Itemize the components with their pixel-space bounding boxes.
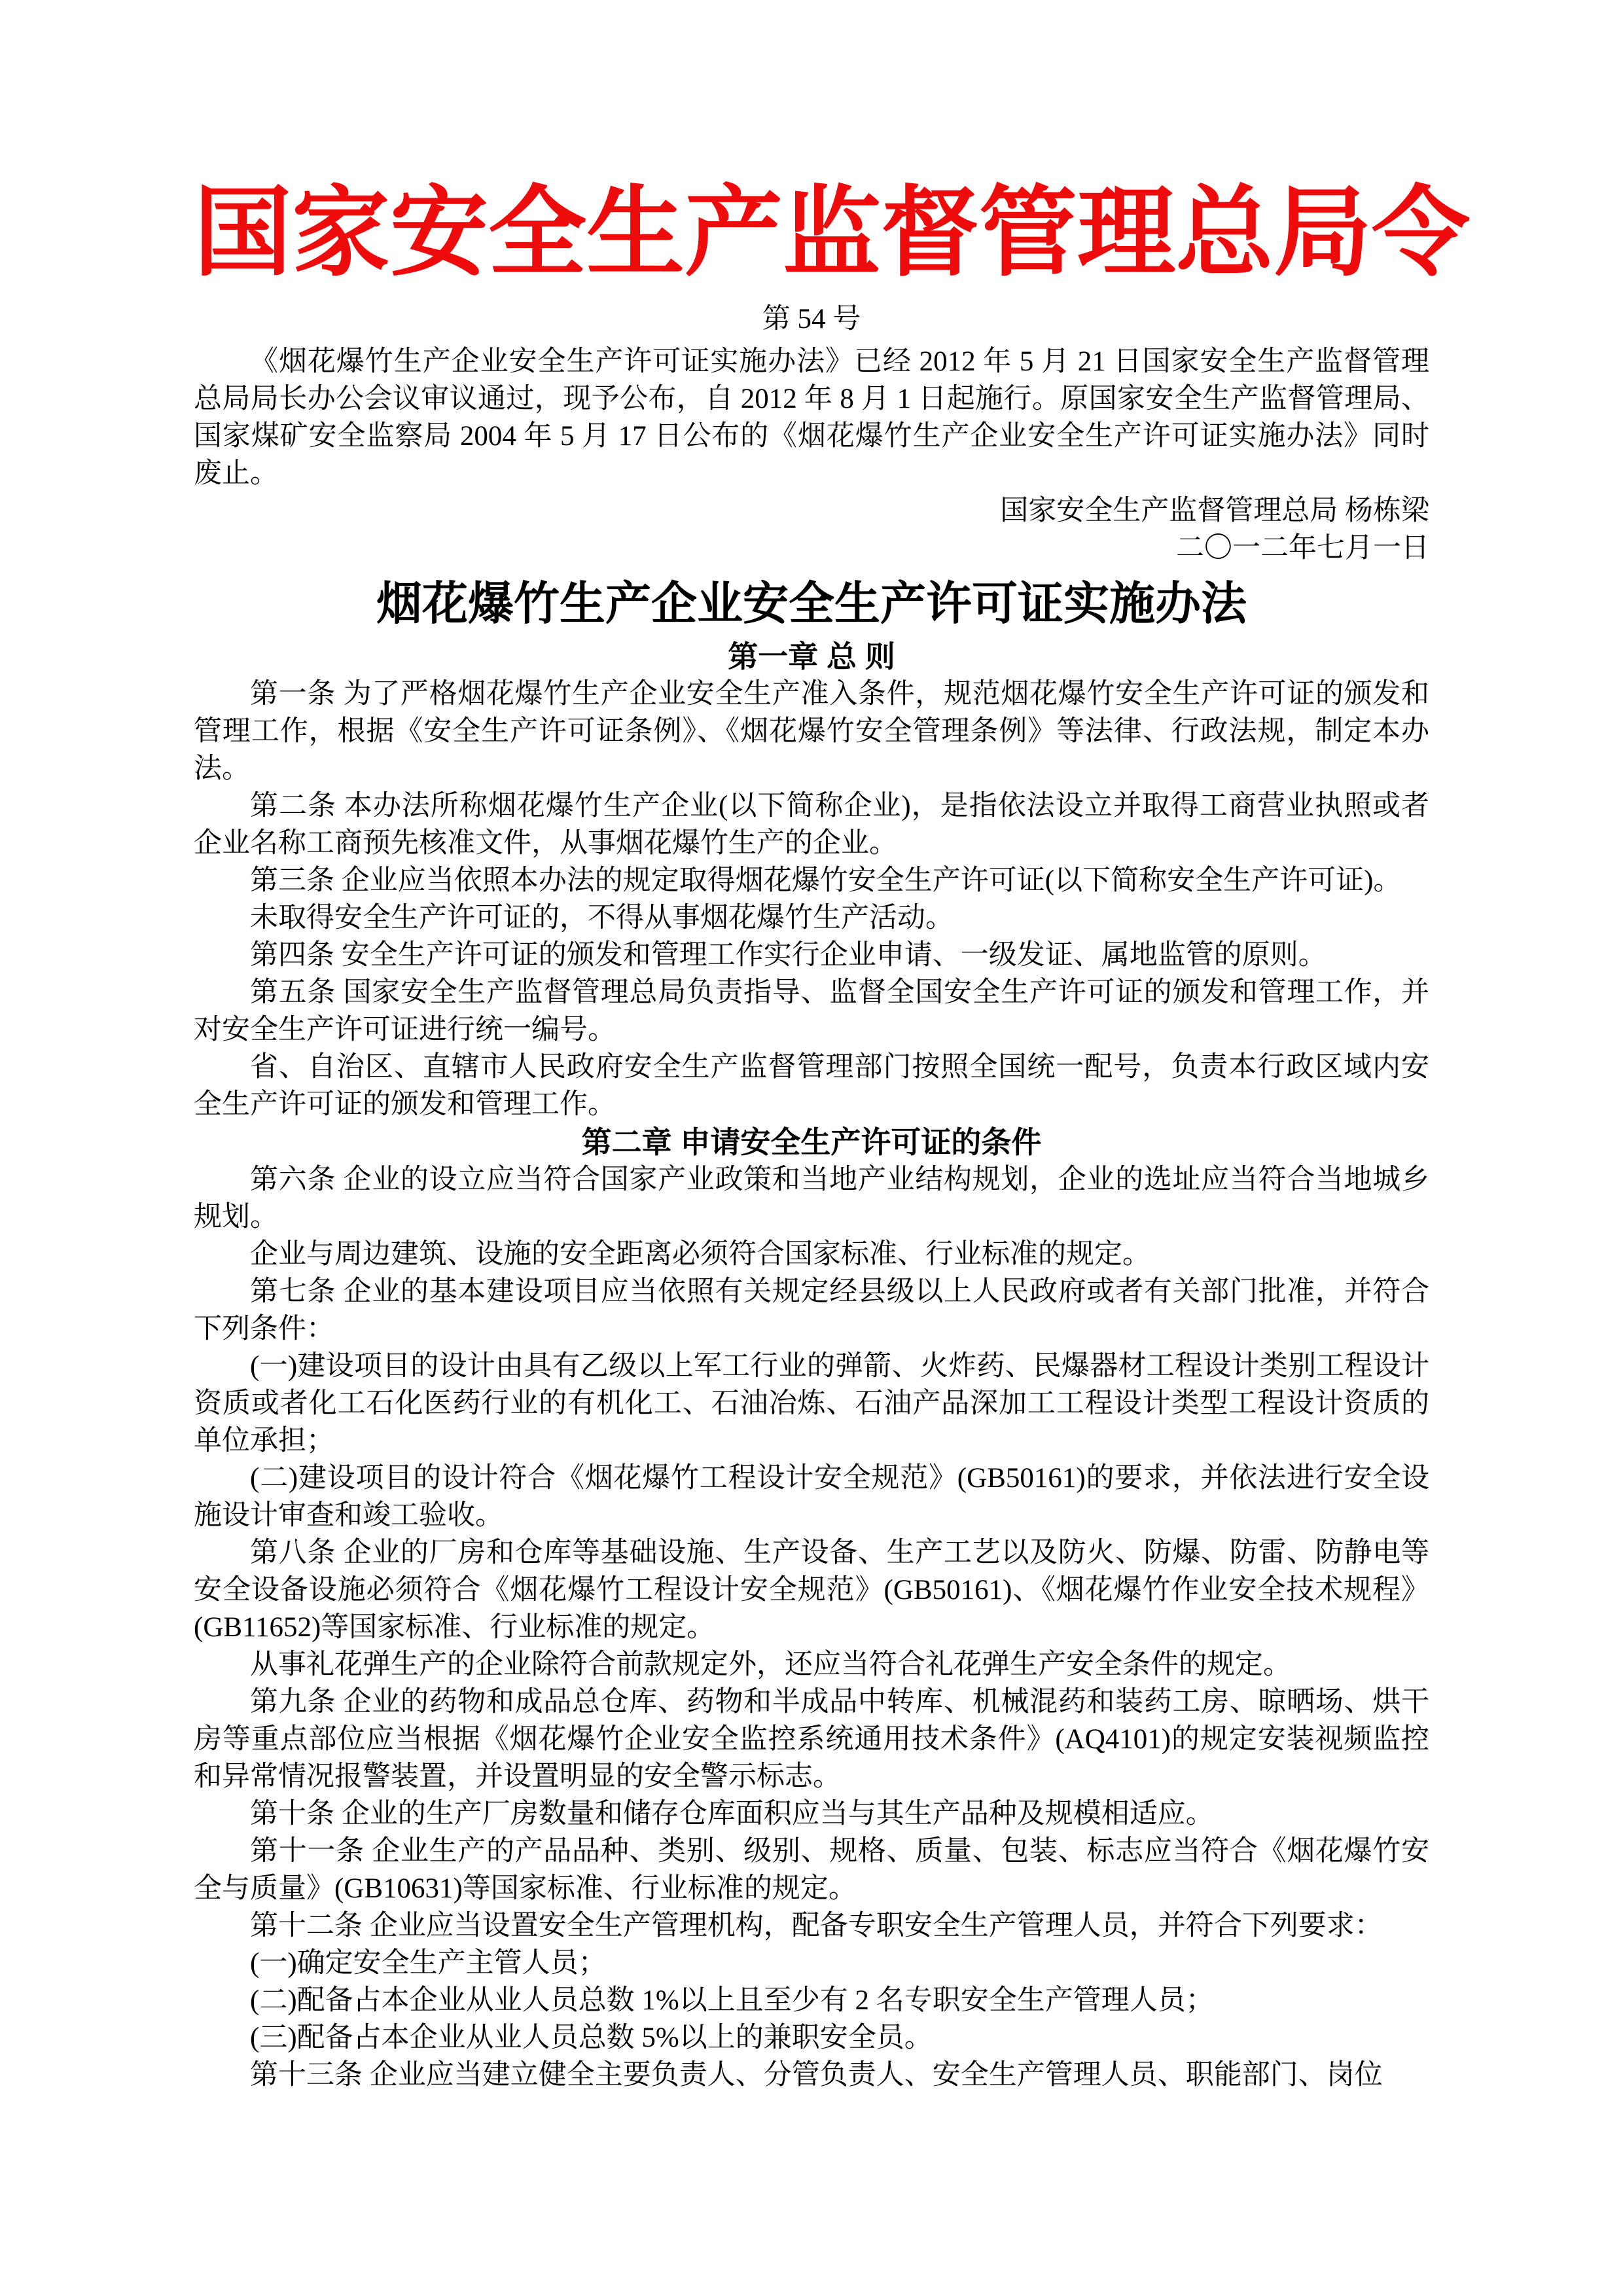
paragraph: 第四条 安全生产许可证的颁发和管理工作实行企业申请、一级发证、属地监管的原则。 <box>250 940 1327 971</box>
paragraph: 第十三条 企业应当建立健全主要负责人、分管负责人、安全生产管理人员、职能部门、岗位 <box>250 2060 1383 2090</box>
paragraph: 第十一条 企业生产的产品品种、类别、级别、规格、质量、包装、标志应当符合《烟花爆竹安全与质量》(GB10631)等国家标准、行业标准的规定。 <box>194 1836 1429 1904</box>
paragraph: 第二条 本办法所称烟花爆竹生产企业(以下简称企业)，是指依法设立并取得工商营业执照或者企业名称工商预先核准文件，从事烟花爆竹生产的企业。 <box>194 791 1429 859</box>
paragraph: 第十条 企业的生产厂房数量和储存仓库面积应当与其生产品种及规模相适应。 <box>250 1799 1214 1829</box>
paragraph: 第七条 企业的基本建设项目应当依照有关规定经县级以上人民政府或者有关部门批准，并符合下列条件： <box>194 1276 1429 1344</box>
paragraph: 第五条 国家安全生产监督管理总局负责指导、监督全国安全生产许可证的颁发和管理工作，并对安全生产许可证进行统一编号。 <box>194 977 1429 1045</box>
paragraph: (三)配备占本企业从业人员总数 5%以上的兼职安全员。 <box>250 2022 933 2053</box>
signature-date: 二〇一二年七月一日 <box>1176 533 1429 564</box>
chapter-heading: 第二章 申请安全生产许可证的条件 <box>581 1125 1042 1159</box>
paragraph: 第十二条 企业应当设置安全生产管理机构，配备专职安全生产管理人员，并符合下列要求： <box>250 1910 1383 1941</box>
issue-number: 第 54 号 <box>762 304 861 334</box>
chapter-heading: 第一章 总 则 <box>728 639 895 673</box>
paragraph: 未取得安全生产许可证的，不得从事烟花爆竹生产活动。 <box>250 903 954 933</box>
document-sections <box>194 637 1429 2094</box>
paragraph: 省、自治区、直辖市人民政府安全生产监督管理部门按照全国统一配号，负责本行政区域内安全生产许可证的颁发和管理工作。 <box>194 1052 1429 1120</box>
document-title: 烟花爆竹生产企业安全生产许可证实施办法 <box>376 578 1247 629</box>
paragraph: 第三条 企业应当依照本办法的规定取得烟花爆竹安全生产许可证(以下简称安全生产许可证)。 <box>250 865 1402 896</box>
paragraph: 第八条 企业的厂房和仓库等基础设施、生产设备、生产工艺以及防火、防爆、防雷、防静电等安全设备设施必须符合《烟花爆竹工程设计安全规范》(GB50161)、《烟花爆竹作业安全技术规程》(GB11652)等国家标准、行业标准的规定。 <box>194 1537 1429 1643</box>
paragraph: (二)建设项目的设计符合《烟花爆竹工程设计安全规范》(GB50161)的要求，并依法进行安全设施设计审查和竣工验收。 <box>194 1463 1429 1531</box>
paragraph: (二)配备占本企业从业人员总数 1%以上且至少有 2 名专职安全生产管理人员； <box>250 1985 1214 2016</box>
paragraph: 从事礼花弹生产的企业除符合前款规定外，还应当符合礼花弹生产安全条件的规定。 <box>250 1649 1291 1680</box>
signature-line: 国家安全生产监督管理总局 杨栋梁 <box>1000 495 1429 526</box>
paragraph: 企业与周边建筑、设施的安全距离必须符合国家标准、行业标准的规定。 <box>250 1239 1150 1270</box>
paragraph: (一)建设项目的设计由具有乙级以上军工行业的弹箭、火炸药、民爆器材工程设计类别工程设计资质或者化工石化医药行业的有机化工、石油冶炼、石油产品深加工工程设计类型工程设计资质的单位承担； <box>194 1351 1429 1456</box>
paragraph: (一)确定安全生产主管人员； <box>250 1948 607 1979</box>
preamble-paragraph: 《烟花爆竹生产企业安全生产许可证实施办法》已经 2012 年 5 月 21 日国家安全生产监督管理总局局长办公会议审议通过，现予公布，自 2012 年 8 月 1 日起施行。原国家安全生产监督管理局、国家煤矿安全监察局 2004 年 5 月 17 日公布的《烟花爆竹生产企业安全生产许可证实施办法》同时废止。 <box>194 346 1429 489</box>
paragraph: 第一条 为了严格烟花爆竹生产企业安全生产准入条件，规范烟花爆竹安全生产许可证的颁发和管理工作，根据《安全生产许可证条例》、《烟花爆竹安全管理条例》等法律、行政法规，制定本办法。 <box>194 679 1429 784</box>
masthead-title: 国家安全生产监督管理总局令 <box>194 179 1471 288</box>
paragraph: 第六条 企业的设立应当符合国家产业政策和当地产业结构规划，企业的选址应当符合当地城乡规划。 <box>194 1164 1429 1232</box>
paragraph: 第九条 企业的药物和成品总仓库、药物和半成品中转库、机械混药和装药工房、晾晒场、烘干房等重点部位应当根据《烟花爆竹企业安全监控系统通用技术条件》(AQ4101)的规定安装视频监控和异常情况报警装置，并设置明显的安全警示标志。 <box>194 1687 1429 1792</box>
